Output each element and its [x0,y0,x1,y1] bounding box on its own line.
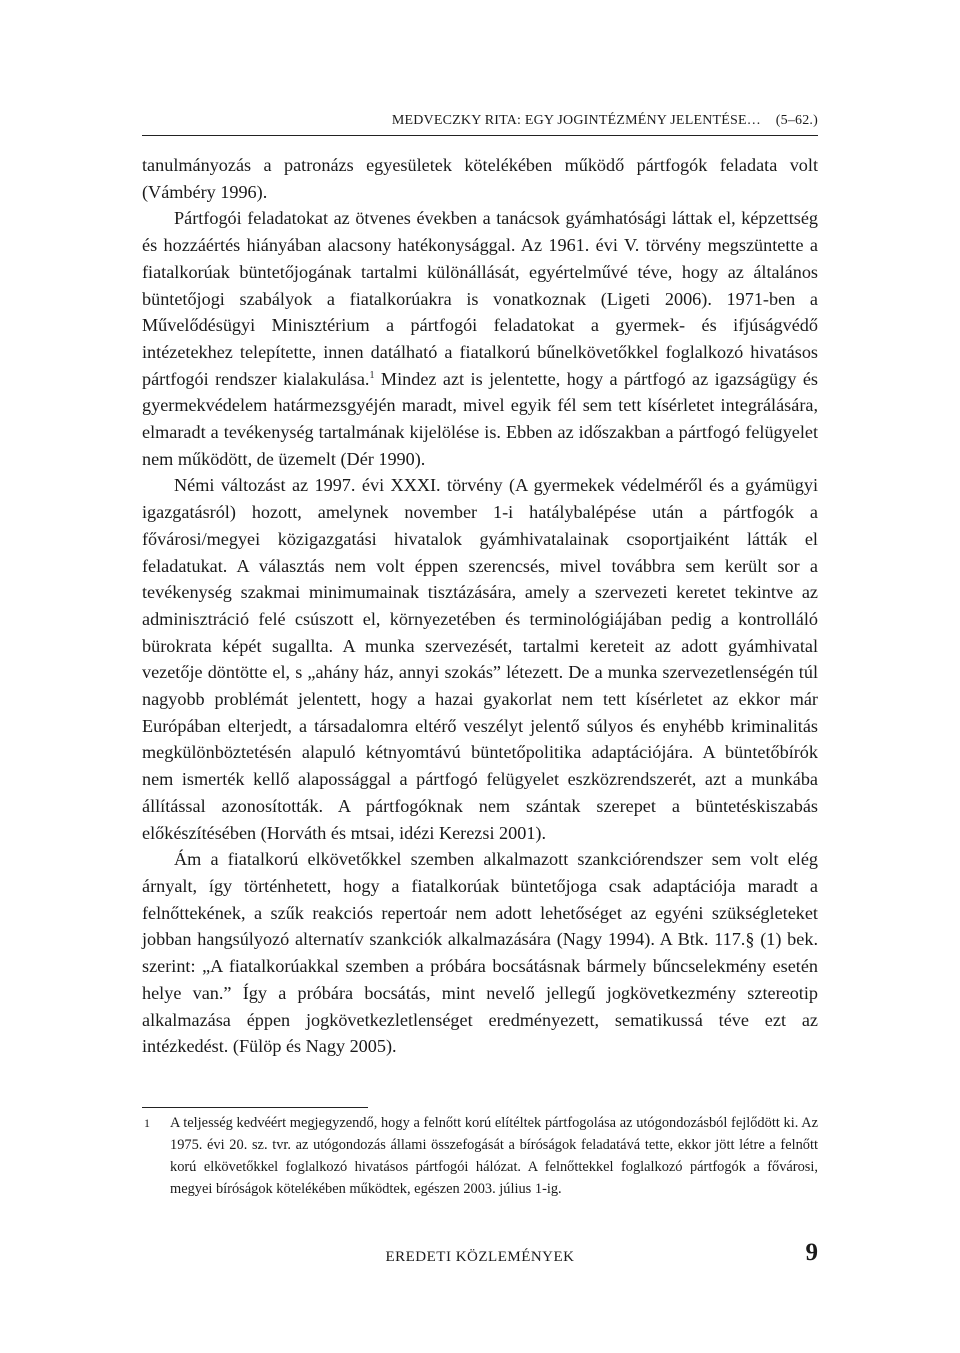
running-header [142,113,818,136]
footnote-rule [142,1107,368,1108]
page-number: 9 [805,1239,818,1266]
body-text [142,152,818,1060]
paragraph-2-part-2: Mindez azt is jelentette, hogy a pártfogó az igazságügy és gyermekvédelem határmezsgyéjén maradt, mivel egyik fél sem tett kísérletet integrálására, elmaradt a tevékenység tartalmának kijelölése is. Ebben az időszakban a pártfogó felügyelet nem működött, de üzemelt (Dér 1990). [142,368,818,469]
footnote [142,1112,818,1200]
paragraph-3: Némi változást az 1997. évi XXXI. törvény (A gyermekek védelméről és a gyámügyi igazgatásról) hozott, amelynek november 1-i hatálybalépése után a pártfogók a fővárosi/megyei közigazgatási hivatalok gyámhivatalainak csoportjaiként látták el feladatukat. A választás nem volt éppen szerencsés, mivel továbbra sem került sor a tevékenység szakmai minimumainak tisztázására, amely a szervezeti keretet tekintve az adminisztráció felé csúszott el, környezetében és terminológiájában pedig a kontrolláló bürokrata képét sugallta. A munka szervezését, tartalmi kereteit az adott gyámhivatal vezetője döntötte el, s „ahány ház, annyi szokás” létezett. De a munka szervezetlenségén túl nagyobb problémát jelentett, hogy a hazai gyakorlat nem tett kísérletet az ekkor már Európában elterjedt, a társadalomra eltérő veszélyt jelentő súlyos és enyhébb kriminalitás megkülönböztetésén alapuló kétnyomtávú büntetőpolitika adaptációjára. A büntetőbírók nem ismerték kellő alapossággal a pártfogó felügyelet eszközrendszerét, azt a munkába állítással azonosították. A pártfogóknak nem szántak szerepet a büntetéskiszabás előkészítésében (Horváth és mtsai, idézi Kerezsi 2001). [142,475,818,843]
paragraph-2-part-1: Pártfogói feladatokat az ötvenes években a tanácsok gyámhatósági láttak el, képzettség és hozzáértés hiányában alacsony hatékonysággal. Az 1961. évi V. törvény megszüntette a fiatalkorúak büntetőjogának tartalmi különállását, egyértelművé téve, hogy az általános büntetőjogi szabályok a fiatalkorúakra is vonatkoznak (Ligeti 2006). 1971-ben a Művelődésügyi Minisztérium a pártfogói feladatokat a gyermek- és ifjúságvédő intézetekhez telepítette, innen datálható a fiatalkorú bűnelkövetőkkel foglalkozó hivatásos pártfogói rendszer kialakulása. [142,208,818,389]
paragraph-2 [142,205,818,472]
running-title: MEDVECZKY RITA: EGY JOGINTÉZMÉNY JELENTÉSE… [391,113,761,128]
footnote-number: 1 [144,1116,150,1130]
paragraph-4: Ám a fiatalkorú elkövetőkkel szemben alkalmazott szankciórendszer sem volt elég árnyalt, így történhetett, hogy a fiatalkorúak büntetőjoga csak adaptációja maradt a felnőttekének, a szűk reakciós repertoár nem adott lehetőséget az egyéni szükségleteket jobban hangsúlyozó alternatív szankciók alkalmazására (Nagy 1994). A Btk. 117.§ (1) bek. szerint: „A fiatalkorúakkal szemben a próbára bocsátásnak bármely bűncselekmény esetén helye van.” Így a próbára bocsátás, mint nevelő jellegű jogkövetkezmény sztereotip alkalmazása éppen jogkövetkezletlenséget eredményezett, sematikussá téve ezt az intézkedést. (Fülöp és Nagy 2005). [142,849,818,1057]
footnote-text: A teljesség kedvéért megjegyzendő, hogy a felnőtt korú elítéltek pártfogolása az utógondozásból fejlődött ki. Az 1975. évi 20. sz. tvr. az utógondozás állami összefogását a bíróságok feladatává tette, ekkor jött létre a felnőtt korú elkövetőkkel foglalkozó hivatásos pártfogói hálózat. A felnőttekkel foglalkozó pártfogók a fővárosi, megyei bíróságok kötelékében működtek, egészen 2003. július 1-ig. [170,1115,818,1197]
section-label: EREDETI KÖZLEMÉNYEK [385,1249,575,1265]
page-range: (5–62.) [775,113,818,128]
footnote-ref[interactable]: 1 [369,369,375,381]
paragraph-1: tanulmányozás a patronázs egyesületek kötelékében működő pártfogók feladata volt (Vámbéry 1996). [142,155,818,202]
